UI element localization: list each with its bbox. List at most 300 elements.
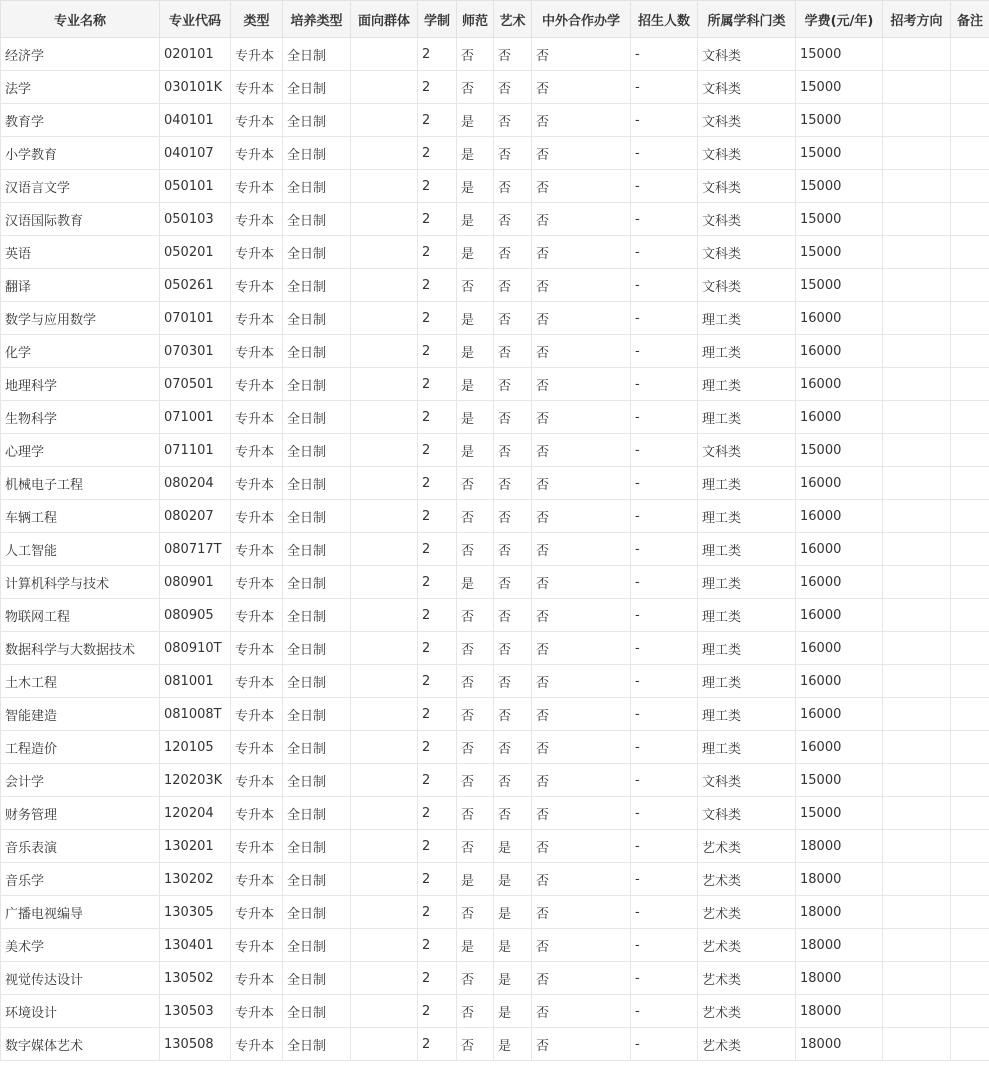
cell-duration: 2 bbox=[418, 71, 457, 104]
cell-duration: 2 bbox=[418, 1028, 457, 1061]
cell-discipline: 文科类 bbox=[698, 764, 796, 797]
cell-enrollment: - bbox=[631, 764, 698, 797]
cell-discipline: 理工类 bbox=[698, 467, 796, 500]
cell-normal: 否 bbox=[457, 698, 494, 731]
cell-exam-direction bbox=[883, 368, 951, 401]
table-row bbox=[1, 302, 989, 335]
cell-discipline: 文科类 bbox=[698, 797, 796, 830]
table-row bbox=[1, 1028, 989, 1061]
cell-type: 专升本 bbox=[231, 302, 283, 335]
cell-study-mode: 全日制 bbox=[283, 797, 351, 830]
cell-target-group bbox=[351, 434, 418, 467]
cell-tuition: 16000 bbox=[796, 599, 883, 632]
cell-type: 专升本 bbox=[231, 203, 283, 236]
cell-enrollment: - bbox=[631, 533, 698, 566]
cell-study-mode: 全日制 bbox=[283, 38, 351, 71]
column-header-exam-direction: 招考方向 bbox=[883, 1, 951, 38]
cell-enrollment: - bbox=[631, 863, 698, 896]
cell-study-mode: 全日制 bbox=[283, 368, 351, 401]
cell-joint-program: 否 bbox=[532, 632, 631, 665]
cell-study-mode: 全日制 bbox=[283, 170, 351, 203]
cell-exam-direction bbox=[883, 599, 951, 632]
column-header-normal: 师范 bbox=[457, 1, 494, 38]
cell-remarks bbox=[951, 962, 989, 995]
cell-major-code: 050201 bbox=[160, 236, 231, 269]
cell-tuition: 16000 bbox=[796, 401, 883, 434]
cell-target-group bbox=[351, 71, 418, 104]
cell-remarks bbox=[951, 1028, 989, 1061]
cell-study-mode: 全日制 bbox=[283, 731, 351, 764]
cell-duration: 2 bbox=[418, 797, 457, 830]
cell-tuition: 15000 bbox=[796, 203, 883, 236]
column-header-enrollment: 招生人数 bbox=[631, 1, 698, 38]
cell-normal: 是 bbox=[457, 434, 494, 467]
cell-normal: 是 bbox=[457, 137, 494, 170]
cell-normal: 否 bbox=[457, 731, 494, 764]
cell-enrollment: - bbox=[631, 995, 698, 1028]
table-row bbox=[1, 566, 989, 599]
cell-major-name: 美术学 bbox=[1, 929, 160, 962]
cell-enrollment: - bbox=[631, 896, 698, 929]
cell-art: 是 bbox=[494, 896, 532, 929]
cell-major-name: 环境设计 bbox=[1, 995, 160, 1028]
cell-discipline: 文科类 bbox=[698, 203, 796, 236]
cell-duration: 2 bbox=[418, 467, 457, 500]
cell-study-mode: 全日制 bbox=[283, 896, 351, 929]
cell-study-mode: 全日制 bbox=[283, 533, 351, 566]
cell-discipline: 理工类 bbox=[698, 335, 796, 368]
cell-art: 否 bbox=[494, 599, 532, 632]
cell-major-code: 130503 bbox=[160, 995, 231, 1028]
cell-joint-program: 否 bbox=[532, 929, 631, 962]
cell-joint-program: 否 bbox=[532, 401, 631, 434]
cell-target-group bbox=[351, 797, 418, 830]
table-row bbox=[1, 269, 989, 302]
cell-study-mode: 全日制 bbox=[283, 962, 351, 995]
cell-type: 专升本 bbox=[231, 401, 283, 434]
cell-art: 否 bbox=[494, 104, 532, 137]
cell-major-code: 080905 bbox=[160, 599, 231, 632]
cell-type: 专升本 bbox=[231, 467, 283, 500]
cell-major-name: 音乐表演 bbox=[1, 830, 160, 863]
cell-major-name: 英语 bbox=[1, 236, 160, 269]
cell-enrollment: - bbox=[631, 797, 698, 830]
cell-joint-program: 否 bbox=[532, 797, 631, 830]
cell-exam-direction bbox=[883, 995, 951, 1028]
cell-study-mode: 全日制 bbox=[283, 500, 351, 533]
cell-remarks bbox=[951, 269, 989, 302]
cell-remarks bbox=[951, 863, 989, 896]
cell-normal: 否 bbox=[457, 533, 494, 566]
cell-art: 否 bbox=[494, 38, 532, 71]
cell-major-code: 130305 bbox=[160, 896, 231, 929]
cell-tuition: 15000 bbox=[796, 434, 883, 467]
cell-enrollment: - bbox=[631, 599, 698, 632]
cell-major-code: 130401 bbox=[160, 929, 231, 962]
cell-major-name: 小学教育 bbox=[1, 137, 160, 170]
cell-joint-program: 否 bbox=[532, 302, 631, 335]
cell-type: 专升本 bbox=[231, 962, 283, 995]
cell-enrollment: - bbox=[631, 731, 698, 764]
cell-enrollment: - bbox=[631, 698, 698, 731]
cell-tuition: 15000 bbox=[796, 797, 883, 830]
cell-study-mode: 全日制 bbox=[283, 764, 351, 797]
table-row bbox=[1, 797, 989, 830]
cell-major-code: 050101 bbox=[160, 170, 231, 203]
cell-target-group bbox=[351, 203, 418, 236]
cell-exam-direction bbox=[883, 698, 951, 731]
cell-major-name: 视觉传达设计 bbox=[1, 962, 160, 995]
cell-remarks bbox=[951, 764, 989, 797]
cell-exam-direction bbox=[883, 401, 951, 434]
cell-type: 专升本 bbox=[231, 269, 283, 302]
column-header-art: 艺术 bbox=[494, 1, 532, 38]
cell-enrollment: - bbox=[631, 500, 698, 533]
cell-major-code: 050103 bbox=[160, 203, 231, 236]
cell-joint-program: 否 bbox=[532, 962, 631, 995]
cell-tuition: 16000 bbox=[796, 467, 883, 500]
cell-art: 否 bbox=[494, 632, 532, 665]
table-row bbox=[1, 764, 989, 797]
cell-joint-program: 否 bbox=[532, 104, 631, 137]
cell-type: 专升本 bbox=[231, 797, 283, 830]
cell-study-mode: 全日制 bbox=[283, 995, 351, 1028]
cell-major-name: 数据科学与大数据技术 bbox=[1, 632, 160, 665]
table-row bbox=[1, 830, 989, 863]
cell-duration: 2 bbox=[418, 434, 457, 467]
cell-duration: 2 bbox=[418, 995, 457, 1028]
table-row bbox=[1, 170, 989, 203]
cell-remarks bbox=[951, 698, 989, 731]
cell-type: 专升本 bbox=[231, 731, 283, 764]
cell-joint-program: 否 bbox=[532, 368, 631, 401]
table-row bbox=[1, 533, 989, 566]
table-body bbox=[1, 38, 989, 1061]
cell-duration: 2 bbox=[418, 533, 457, 566]
cell-major-name: 人工智能 bbox=[1, 533, 160, 566]
cell-discipline: 理工类 bbox=[698, 566, 796, 599]
cell-type: 专升本 bbox=[231, 236, 283, 269]
cell-type: 专升本 bbox=[231, 1028, 283, 1061]
cell-discipline: 文科类 bbox=[698, 236, 796, 269]
cell-enrollment: - bbox=[631, 104, 698, 137]
cell-remarks bbox=[951, 368, 989, 401]
cell-art: 是 bbox=[494, 863, 532, 896]
table-row bbox=[1, 38, 989, 71]
cell-art: 否 bbox=[494, 302, 532, 335]
cell-major-code: 080207 bbox=[160, 500, 231, 533]
cell-discipline: 理工类 bbox=[698, 302, 796, 335]
cell-tuition: 18000 bbox=[796, 863, 883, 896]
cell-joint-program: 否 bbox=[532, 467, 631, 500]
cell-enrollment: - bbox=[631, 335, 698, 368]
cell-duration: 2 bbox=[418, 236, 457, 269]
cell-art: 否 bbox=[494, 797, 532, 830]
cell-exam-direction bbox=[883, 632, 951, 665]
cell-major-code: 071001 bbox=[160, 401, 231, 434]
cell-discipline: 艺术类 bbox=[698, 962, 796, 995]
cell-target-group bbox=[351, 401, 418, 434]
header-row bbox=[1, 1, 989, 38]
cell-target-group bbox=[351, 698, 418, 731]
cell-tuition: 15000 bbox=[796, 38, 883, 71]
cell-normal: 否 bbox=[457, 962, 494, 995]
cell-art: 是 bbox=[494, 1028, 532, 1061]
column-header-major-name: 专业名称 bbox=[1, 1, 160, 38]
cell-major-code: 040101 bbox=[160, 104, 231, 137]
cell-study-mode: 全日制 bbox=[283, 863, 351, 896]
cell-study-mode: 全日制 bbox=[283, 1028, 351, 1061]
cell-exam-direction bbox=[883, 731, 951, 764]
cell-major-name: 数学与应用数学 bbox=[1, 302, 160, 335]
cell-art: 否 bbox=[494, 236, 532, 269]
cell-duration: 2 bbox=[418, 104, 457, 137]
cell-discipline: 理工类 bbox=[698, 731, 796, 764]
cell-type: 专升本 bbox=[231, 632, 283, 665]
cell-target-group bbox=[351, 170, 418, 203]
cell-major-code: 080910T bbox=[160, 632, 231, 665]
cell-enrollment: - bbox=[631, 401, 698, 434]
cell-major-code: 130202 bbox=[160, 863, 231, 896]
cell-study-mode: 全日制 bbox=[283, 929, 351, 962]
cell-tuition: 15000 bbox=[796, 104, 883, 137]
cell-art: 是 bbox=[494, 830, 532, 863]
cell-remarks bbox=[951, 203, 989, 236]
cell-normal: 否 bbox=[457, 500, 494, 533]
cell-duration: 2 bbox=[418, 731, 457, 764]
cell-exam-direction bbox=[883, 38, 951, 71]
cell-exam-direction bbox=[883, 104, 951, 137]
cell-discipline: 艺术类 bbox=[698, 929, 796, 962]
cell-type: 专升本 bbox=[231, 434, 283, 467]
cell-remarks bbox=[951, 500, 989, 533]
cell-normal: 否 bbox=[457, 269, 494, 302]
cell-joint-program: 否 bbox=[532, 335, 631, 368]
cell-enrollment: - bbox=[631, 269, 698, 302]
cell-type: 专升本 bbox=[231, 71, 283, 104]
cell-enrollment: - bbox=[631, 71, 698, 104]
cell-duration: 2 bbox=[418, 764, 457, 797]
cell-remarks bbox=[951, 929, 989, 962]
cell-normal: 否 bbox=[457, 1028, 494, 1061]
cell-exam-direction bbox=[883, 500, 951, 533]
cell-target-group bbox=[351, 632, 418, 665]
cell-tuition: 15000 bbox=[796, 236, 883, 269]
cell-normal: 否 bbox=[457, 995, 494, 1028]
cell-joint-program: 否 bbox=[532, 764, 631, 797]
cell-joint-program: 否 bbox=[532, 995, 631, 1028]
column-header-remarks: 备注 bbox=[951, 1, 989, 38]
cell-major-code: 130201 bbox=[160, 830, 231, 863]
table-row bbox=[1, 467, 989, 500]
column-header-type: 类型 bbox=[231, 1, 283, 38]
cell-joint-program: 否 bbox=[532, 533, 631, 566]
cell-art: 否 bbox=[494, 731, 532, 764]
cell-tuition: 16000 bbox=[796, 566, 883, 599]
cell-remarks bbox=[951, 302, 989, 335]
cell-remarks bbox=[951, 236, 989, 269]
cell-study-mode: 全日制 bbox=[283, 401, 351, 434]
cell-joint-program: 否 bbox=[532, 71, 631, 104]
cell-type: 专升本 bbox=[231, 335, 283, 368]
cell-type: 专升本 bbox=[231, 929, 283, 962]
cell-tuition: 16000 bbox=[796, 533, 883, 566]
cell-tuition: 15000 bbox=[796, 764, 883, 797]
cell-major-name: 工程造价 bbox=[1, 731, 160, 764]
cell-duration: 2 bbox=[418, 170, 457, 203]
cell-art: 否 bbox=[494, 434, 532, 467]
cell-type: 专升本 bbox=[231, 38, 283, 71]
cell-major-name: 生物科学 bbox=[1, 401, 160, 434]
cell-tuition: 18000 bbox=[796, 896, 883, 929]
cell-exam-direction bbox=[883, 434, 951, 467]
cell-normal: 否 bbox=[457, 896, 494, 929]
table-row bbox=[1, 71, 989, 104]
cell-major-code: 130508 bbox=[160, 1028, 231, 1061]
cell-exam-direction bbox=[883, 1028, 951, 1061]
cell-tuition: 16000 bbox=[796, 335, 883, 368]
cell-study-mode: 全日制 bbox=[283, 566, 351, 599]
cell-major-name: 汉语国际教育 bbox=[1, 203, 160, 236]
cell-remarks bbox=[951, 731, 989, 764]
table-row bbox=[1, 401, 989, 434]
cell-exam-direction bbox=[883, 335, 951, 368]
cell-type: 专升本 bbox=[231, 500, 283, 533]
cell-remarks bbox=[951, 830, 989, 863]
cell-tuition: 15000 bbox=[796, 137, 883, 170]
cell-target-group bbox=[351, 599, 418, 632]
cell-art: 否 bbox=[494, 500, 532, 533]
cell-major-name: 财务管理 bbox=[1, 797, 160, 830]
cell-major-name: 化学 bbox=[1, 335, 160, 368]
cell-remarks bbox=[951, 896, 989, 929]
cell-tuition: 16000 bbox=[796, 500, 883, 533]
cell-remarks bbox=[951, 632, 989, 665]
cell-normal: 是 bbox=[457, 863, 494, 896]
cell-discipline: 艺术类 bbox=[698, 830, 796, 863]
cell-study-mode: 全日制 bbox=[283, 698, 351, 731]
cell-major-name: 地理科学 bbox=[1, 368, 160, 401]
cell-art: 否 bbox=[494, 203, 532, 236]
cell-type: 专升本 bbox=[231, 533, 283, 566]
cell-target-group bbox=[351, 962, 418, 995]
cell-tuition: 16000 bbox=[796, 731, 883, 764]
cell-art: 否 bbox=[494, 566, 532, 599]
cell-remarks bbox=[951, 665, 989, 698]
cell-discipline: 理工类 bbox=[698, 401, 796, 434]
cell-joint-program: 否 bbox=[532, 236, 631, 269]
cell-target-group bbox=[351, 500, 418, 533]
cell-type: 专升本 bbox=[231, 368, 283, 401]
cell-discipline: 艺术类 bbox=[698, 995, 796, 1028]
cell-enrollment: - bbox=[631, 368, 698, 401]
cell-remarks bbox=[951, 38, 989, 71]
cell-target-group bbox=[351, 38, 418, 71]
cell-major-name: 汉语言文学 bbox=[1, 170, 160, 203]
cell-normal: 是 bbox=[457, 929, 494, 962]
cell-major-code: 120204 bbox=[160, 797, 231, 830]
cell-tuition: 16000 bbox=[796, 632, 883, 665]
cell-enrollment: - bbox=[631, 236, 698, 269]
cell-study-mode: 全日制 bbox=[283, 599, 351, 632]
cell-tuition: 16000 bbox=[796, 665, 883, 698]
cell-normal: 否 bbox=[457, 632, 494, 665]
cell-major-code: 080717T bbox=[160, 533, 231, 566]
cell-joint-program: 否 bbox=[532, 830, 631, 863]
table-row bbox=[1, 368, 989, 401]
cell-tuition: 16000 bbox=[796, 302, 883, 335]
cell-joint-program: 否 bbox=[532, 665, 631, 698]
cell-major-name: 车辆工程 bbox=[1, 500, 160, 533]
cell-duration: 2 bbox=[418, 302, 457, 335]
cell-exam-direction bbox=[883, 566, 951, 599]
cell-remarks bbox=[951, 533, 989, 566]
cell-duration: 2 bbox=[418, 500, 457, 533]
cell-discipline: 理工类 bbox=[698, 500, 796, 533]
cell-major-code: 050261 bbox=[160, 269, 231, 302]
cell-major-code: 070501 bbox=[160, 368, 231, 401]
cell-type: 专升本 bbox=[231, 863, 283, 896]
cell-normal: 否 bbox=[457, 71, 494, 104]
cell-major-code: 081001 bbox=[160, 665, 231, 698]
cell-exam-direction bbox=[883, 137, 951, 170]
cell-tuition: 15000 bbox=[796, 71, 883, 104]
cell-duration: 2 bbox=[418, 335, 457, 368]
cell-major-name: 土木工程 bbox=[1, 665, 160, 698]
table-header bbox=[1, 1, 989, 38]
cell-art: 否 bbox=[494, 368, 532, 401]
cell-exam-direction bbox=[883, 170, 951, 203]
cell-exam-direction bbox=[883, 830, 951, 863]
cell-duration: 2 bbox=[418, 401, 457, 434]
cell-joint-program: 否 bbox=[532, 566, 631, 599]
cell-tuition: 18000 bbox=[796, 830, 883, 863]
column-header-discipline: 所属学科门类 bbox=[698, 1, 796, 38]
cell-target-group bbox=[351, 236, 418, 269]
cell-discipline: 文科类 bbox=[698, 269, 796, 302]
cell-major-code: 030101K bbox=[160, 71, 231, 104]
cell-target-group bbox=[351, 896, 418, 929]
table-row bbox=[1, 995, 989, 1028]
cell-remarks bbox=[951, 566, 989, 599]
cell-joint-program: 否 bbox=[532, 170, 631, 203]
cell-joint-program: 否 bbox=[532, 38, 631, 71]
cell-type: 专升本 bbox=[231, 137, 283, 170]
cell-major-code: 120105 bbox=[160, 731, 231, 764]
cell-enrollment: - bbox=[631, 566, 698, 599]
cell-discipline: 文科类 bbox=[698, 434, 796, 467]
cell-exam-direction bbox=[883, 929, 951, 962]
cell-discipline: 理工类 bbox=[698, 368, 796, 401]
cell-type: 专升本 bbox=[231, 698, 283, 731]
cell-remarks bbox=[951, 995, 989, 1028]
cell-study-mode: 全日制 bbox=[283, 203, 351, 236]
cell-target-group bbox=[351, 1028, 418, 1061]
cell-target-group bbox=[351, 335, 418, 368]
cell-major-name: 会计学 bbox=[1, 764, 160, 797]
cell-normal: 是 bbox=[457, 335, 494, 368]
cell-tuition: 18000 bbox=[796, 929, 883, 962]
cell-duration: 2 bbox=[418, 665, 457, 698]
cell-target-group bbox=[351, 368, 418, 401]
cell-discipline: 文科类 bbox=[698, 137, 796, 170]
cell-type: 专升本 bbox=[231, 566, 283, 599]
cell-study-mode: 全日制 bbox=[283, 302, 351, 335]
table-row bbox=[1, 203, 989, 236]
table-row bbox=[1, 863, 989, 896]
cell-normal: 是 bbox=[457, 566, 494, 599]
cell-target-group bbox=[351, 533, 418, 566]
